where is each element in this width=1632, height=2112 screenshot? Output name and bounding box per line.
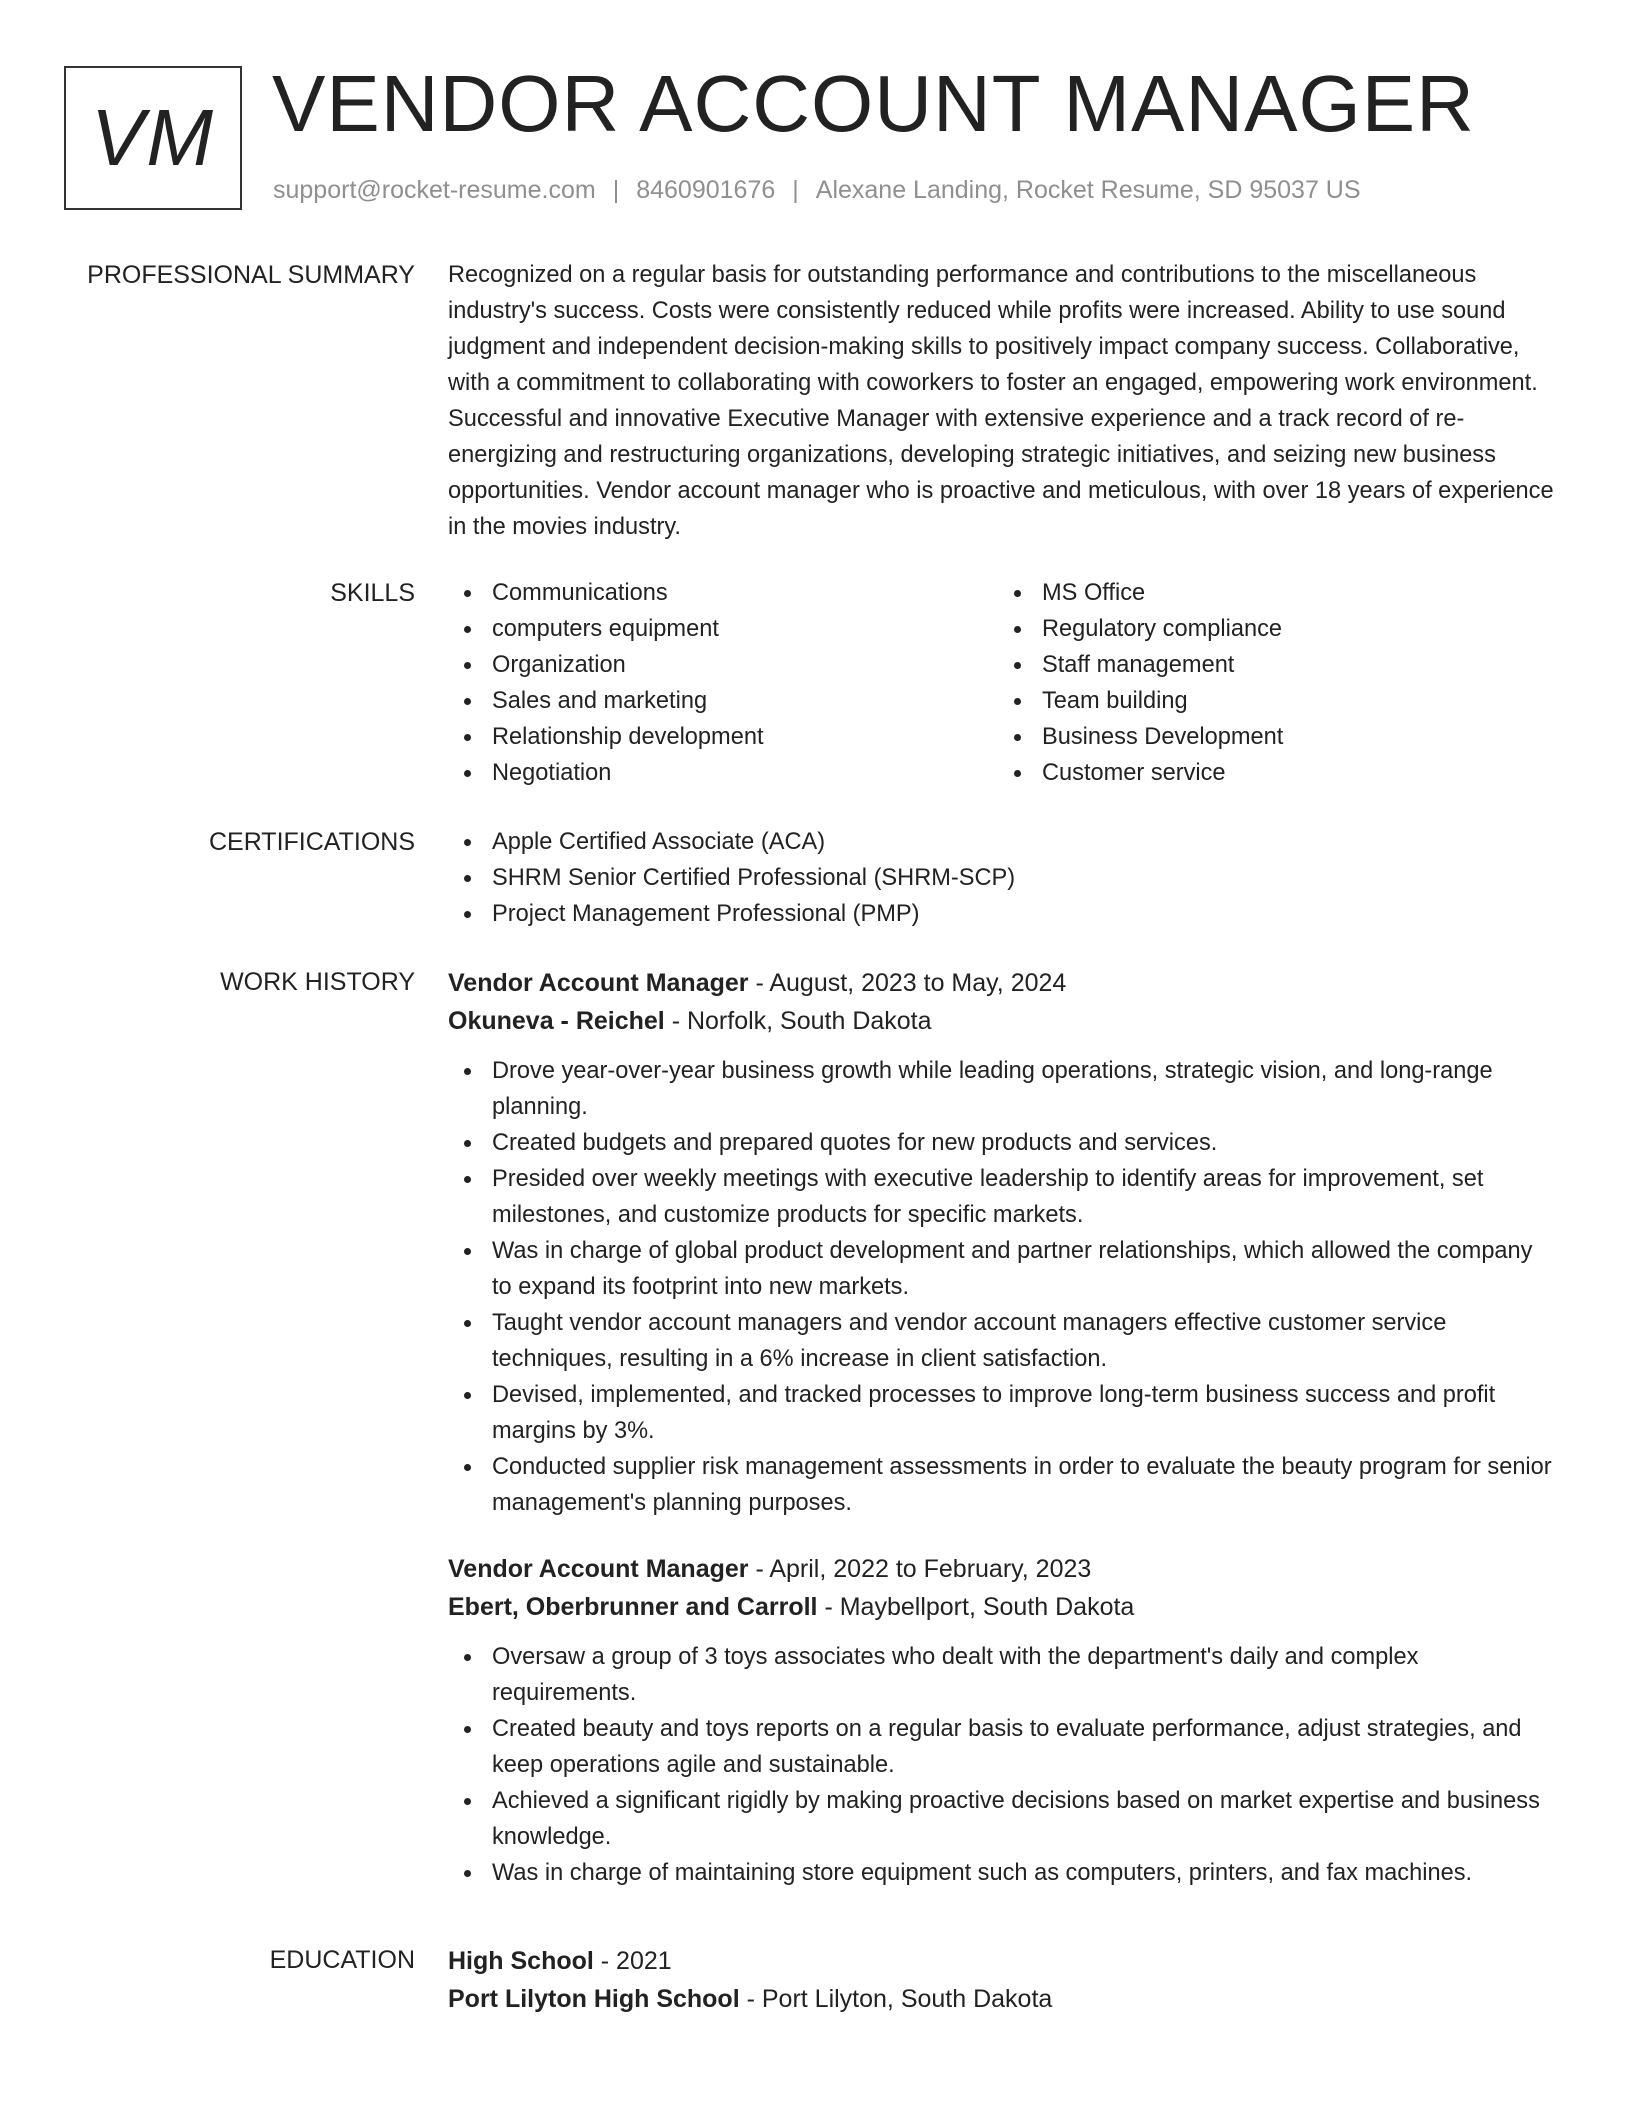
certifications-heading: CERTIFICATIONS xyxy=(208,828,415,856)
skill-item: Communications xyxy=(448,575,998,611)
certification-item: Apple Certified Associate (ACA) xyxy=(448,824,1558,860)
job-responsibilities xyxy=(448,1053,1558,1521)
job-location: - Norfolk, South Dakota xyxy=(664,1007,932,1035)
skill-item: Organization xyxy=(448,647,998,683)
resume-name: VENDOR ACCOUNT MANAGER xyxy=(272,59,1475,148)
education-degree-line xyxy=(448,1942,1558,1980)
responsibility-item: Drove year-over-year business growth while leading operations, strategic vision, and long-range planning. xyxy=(448,1053,1558,1125)
job-title-line xyxy=(448,1550,1558,1588)
job-dates: - April, 2022 to February, 2023 xyxy=(748,1555,1092,1583)
summary-text: Recognized on a regular basis for outstanding performance and contributions to the miscellaneous industry's success. Costs were consistently reduced while profits were increased. Ability to use sound judgment and independent decision-making skills to positively impact company success. Collaborative, with a commitment to collaborating with coworkers to foster an engaged, empowering work environment. Successful and innovative Executive Manager with extensive experience and a track record of re-energizing and restructuring organizations, developing strategic initiatives, and seizing new business opportunities. Vendor account manager who is proactive and meticulous, with over 18 years of experience in the movies industry. xyxy=(448,262,1554,540)
responsibility-item: Was in charge of global product development and partner relationships, which allowed the company to expand its footprint into new markets. xyxy=(448,1233,1558,1305)
contact-address: Alexane Landing, Rocket Resume, SD 95037 US xyxy=(815,176,1361,204)
skills-list-left xyxy=(448,575,998,791)
education-school: Port Lilyton High School xyxy=(448,1985,740,2013)
job-company-line xyxy=(448,1588,1558,1626)
monogram-initials: VM xyxy=(91,93,215,182)
work-history-heading: WORK HISTORY xyxy=(220,968,415,996)
skill-item: MS Office xyxy=(998,575,1548,611)
education-year: - 2021 xyxy=(593,1947,672,1975)
job-entry xyxy=(448,1550,1558,1891)
skills-grid xyxy=(448,575,1558,791)
skill-item: Regulatory compliance xyxy=(998,611,1548,647)
work-history-body xyxy=(448,964,1558,1891)
contact-line xyxy=(273,175,1361,205)
certification-item: Project Management Professional (PMP) xyxy=(448,896,1558,932)
monogram-box xyxy=(64,66,242,210)
contact-phone: 8460901676 xyxy=(636,176,776,204)
job-location: - Maybellport, South Dakota xyxy=(817,1593,1135,1621)
certifications-body xyxy=(448,824,1558,932)
job-company: Ebert, Oberbrunner and Carroll xyxy=(448,1593,818,1621)
responsibility-item: Oversaw a group of 3 toys associates who dealt with the department's daily and complex requirements. xyxy=(448,1639,1558,1711)
contact-separator: | xyxy=(612,176,620,204)
skill-item: Business Development xyxy=(998,719,1548,755)
job-dates: - August, 2023 to May, 2024 xyxy=(748,969,1067,997)
skill-item: Relationship development xyxy=(448,719,998,755)
responsibility-item: Conducted supplier risk management assessments in order to evaluate the beauty program for senior management's planning purposes. xyxy=(448,1449,1558,1521)
education-location: - Port Lilyton, South Dakota xyxy=(739,1985,1053,2013)
education-body xyxy=(448,1942,1558,2018)
job-title-line xyxy=(448,964,1558,1002)
certification-item: SHRM Senior Certified Professional (SHRM-SCP) xyxy=(448,860,1558,896)
job-company: Okuneva - Reichel xyxy=(448,1007,665,1035)
skill-item: Customer service xyxy=(998,755,1548,791)
job-entry xyxy=(448,964,1558,1521)
skill-item: Team building xyxy=(998,683,1548,719)
job-role: Vendor Account Manager xyxy=(448,1555,749,1583)
education-school-line xyxy=(448,1980,1558,2018)
job-role: Vendor Account Manager xyxy=(448,969,749,997)
skills-list-right xyxy=(998,575,1548,791)
skill-item: Sales and marketing xyxy=(448,683,998,719)
job-company-line xyxy=(448,1002,1558,1040)
responsibility-item: Presided over weekly meetings with executive leadership to identify areas for improvement, set milestones, and customize products for specific markets. xyxy=(448,1161,1558,1233)
skills-heading: SKILLS xyxy=(330,579,415,607)
responsibility-item: Achieved a significant rigidly by making proactive decisions based on market expertise and business knowledge. xyxy=(448,1783,1558,1855)
contact-email: support@rocket-resume.com xyxy=(273,176,596,204)
skill-item: computers equipment xyxy=(448,611,998,647)
certifications-list xyxy=(448,824,1558,932)
responsibility-item: Devised, implemented, and tracked processes to improve long-term business success and profit margins by 3%. xyxy=(448,1377,1558,1449)
education-heading: EDUCATION xyxy=(269,1946,415,1974)
responsibility-item: Created beauty and toys reports on a regular basis to evaluate performance, adjust strategies, and keep operations agile and sustainable. xyxy=(448,1711,1558,1783)
contact-separator: | xyxy=(792,176,799,204)
responsibility-item: Taught vendor account managers and vendor account managers effective customer service techniques, resulting in a 6% increase in client satisfaction. xyxy=(448,1305,1558,1377)
skill-item: Negotiation xyxy=(448,755,998,791)
job-responsibilities xyxy=(448,1639,1558,1891)
responsibility-item: Created budgets and prepared quotes for new products and services. xyxy=(448,1125,1558,1161)
skill-item: Staff management xyxy=(998,647,1548,683)
education-degree: High School xyxy=(448,1947,594,1975)
responsibility-item: Was in charge of maintaining store equipment such as computers, printers, and fax machines. xyxy=(448,1855,1558,1891)
summary-heading: PROFESSIONAL SUMMARY xyxy=(87,261,415,289)
